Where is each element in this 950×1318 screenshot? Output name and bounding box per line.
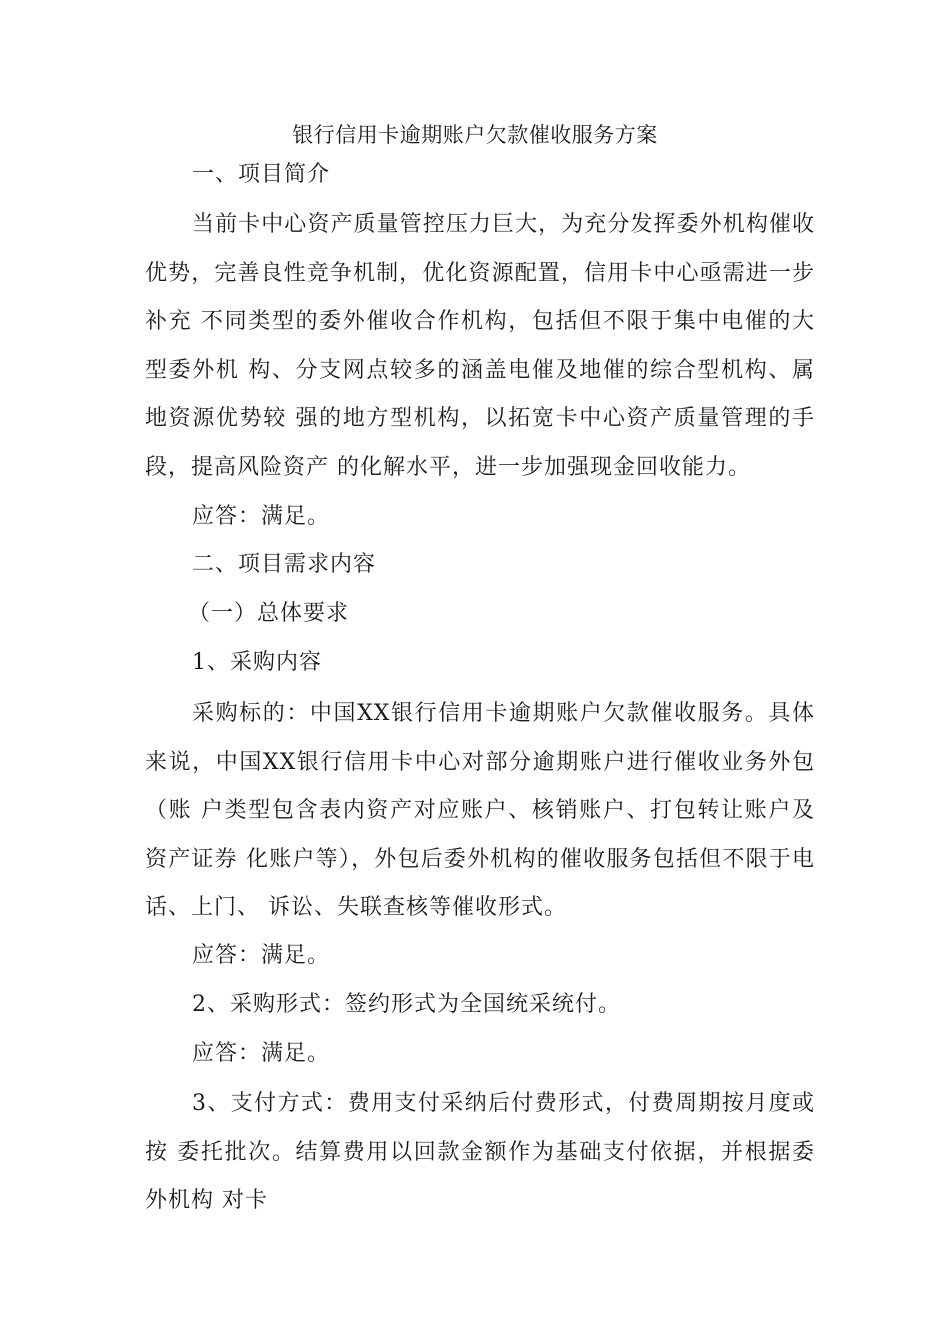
paragraph-payment-method: 3、支付方式：费用支付采纳后付费形式，付费周期按月度或按 委托批次。结算费用以回款金额作为基础支付依据，并根据委外机构 对卡 — [145, 1091, 815, 1213]
answer-2: 应答：满足。 — [192, 943, 331, 968]
item-heading-procurement-content: 1、采购内容 — [192, 650, 322, 675]
subsection-heading-general-requirements: （一）总体要求 — [188, 601, 350, 626]
answer-1: 应答：满足。 — [192, 504, 331, 529]
item-procurement-form: 2、采购形式：签约形式为全国统采统付。 — [192, 992, 621, 1017]
answer-3: 应答：满足。 — [192, 1041, 331, 1066]
paragraph-procurement-content: 采购标的：中国XX银行信用卡逾期账户欠款催收服务。具体来说，中国XX银行信用卡中心对部分逾期账户进行催收业务外包（账 户类型包含表内资产对应账户、核销账户、打包转让账户及资产证券 化账户等），外包后委外机构的催收服务包括但不限于电话、上门、 诉讼、失联查核等催收形式。 — [145, 701, 815, 920]
section-heading-project-intro: 一、项目简介 — [192, 162, 331, 187]
document-title: 银行信用卡逾期账户欠款催收服务方案 — [292, 123, 658, 147]
paragraph-project-intro: 当前卡中心资产质量管控压力巨大，为充分发挥委外机构催收优势，完善良性竞争机制，优化资源配置，信用卡中心亟需进一步补充 不同类型的委外催收合作机构，包括但不限于集中电催的大型委外机 构、分支网点较多的涵盖电催及地催的综合型机构、属地资源优势较 强的地方型机构，以拓宽卡中心资产质量管理的手段，提高风险资产 的化解水平，进一步加强现金回收能力。 — [145, 212, 815, 480]
section-heading-requirements: 二、项目需求内容 — [192, 552, 377, 577]
